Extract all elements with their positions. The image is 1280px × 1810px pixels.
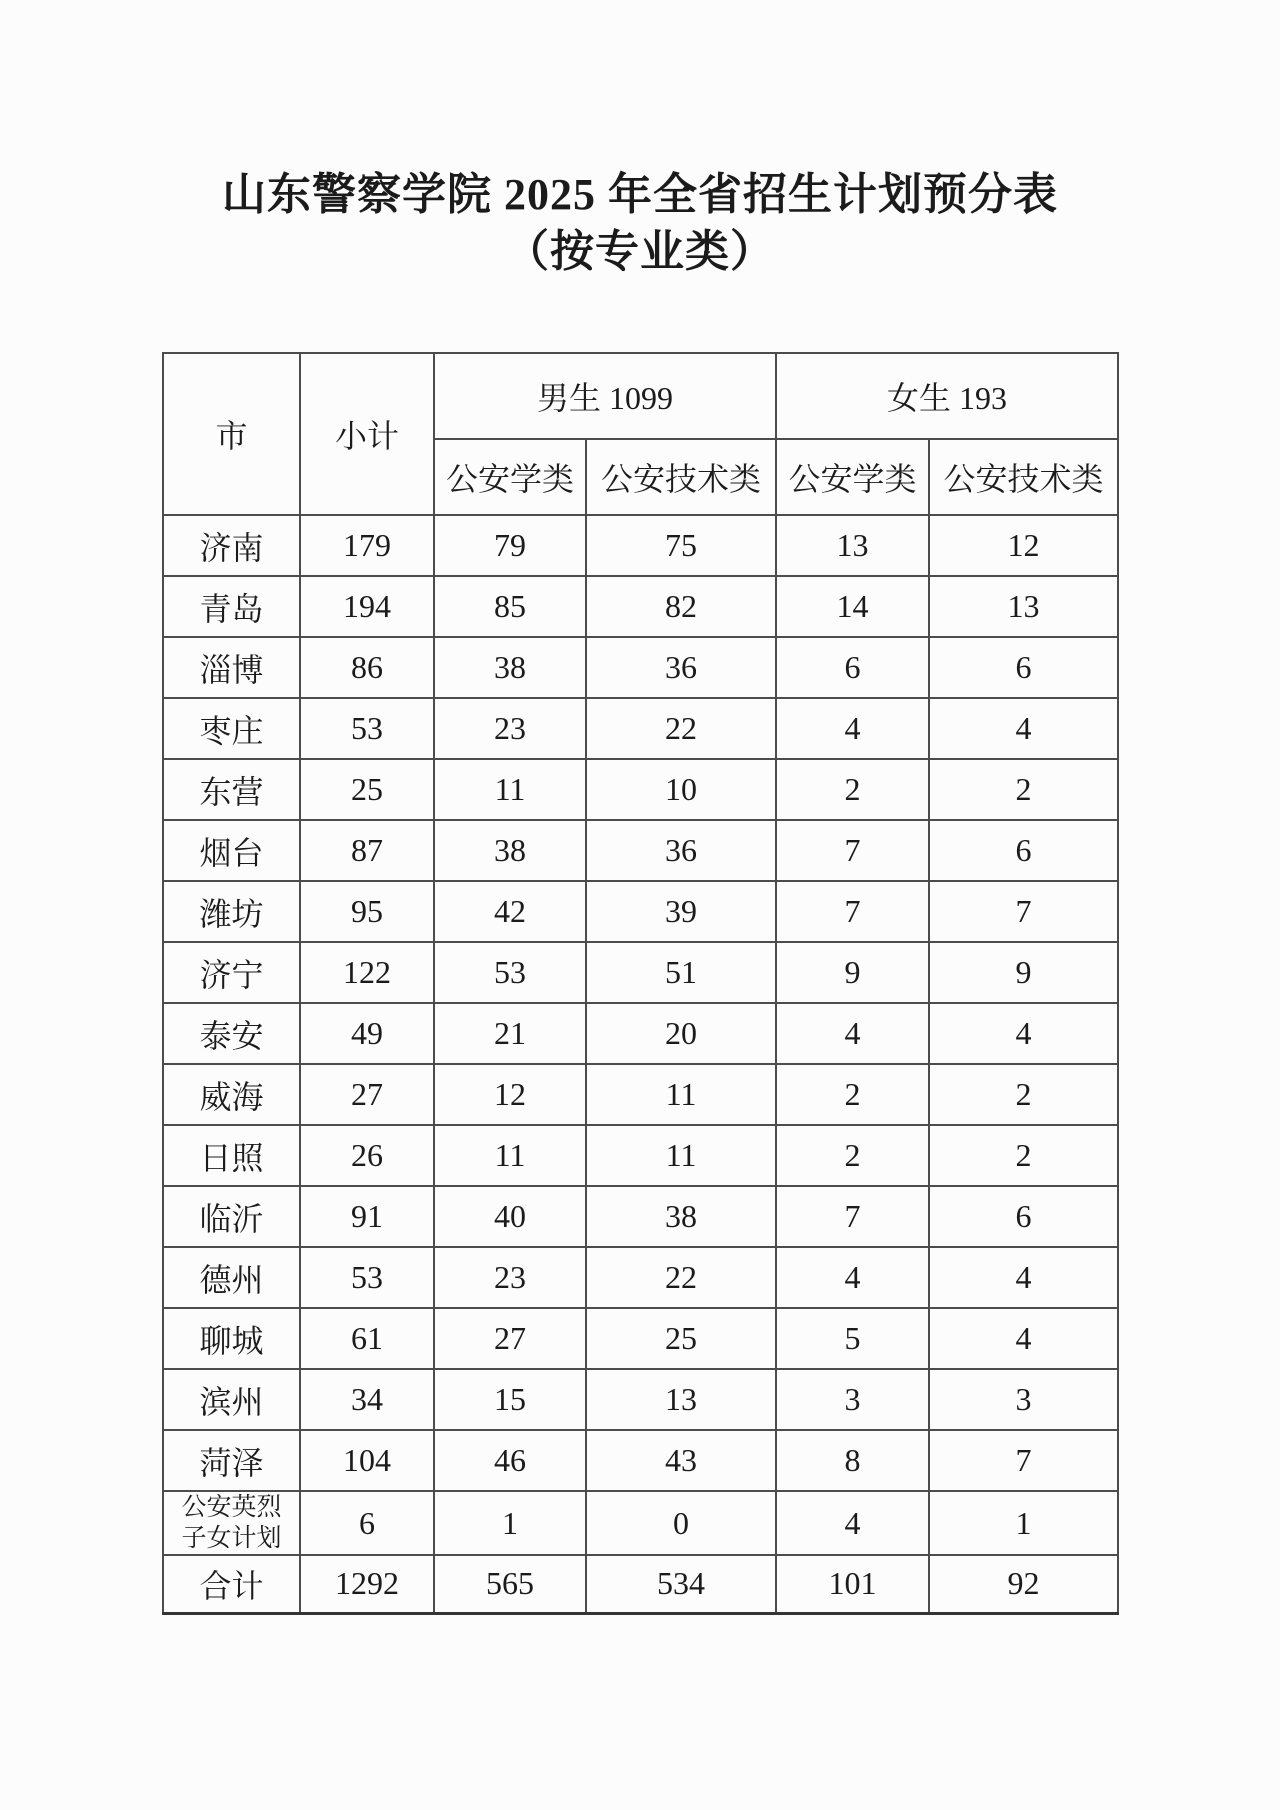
- value-cell: 25: [586, 1308, 776, 1369]
- value-cell: 4: [929, 1247, 1118, 1308]
- total-cell: 92: [929, 1555, 1118, 1613]
- value-cell: 53: [300, 1247, 434, 1308]
- subheader-male-policing: 公安学类: [434, 439, 586, 515]
- value-cell: 122: [300, 942, 434, 1003]
- header-city: 市: [163, 353, 300, 515]
- total-cell: 101: [776, 1555, 929, 1613]
- martyr-plan-label: 公安英烈子女计划: [181, 1494, 282, 1552]
- table-row: [163, 1186, 1118, 1247]
- value-cell: 61: [300, 1308, 434, 1369]
- subheader-male-tech: 公安技术类: [586, 439, 776, 515]
- city-cell: 济南: [163, 515, 300, 576]
- city-cell: 枣庄: [163, 698, 300, 759]
- value-cell: 36: [586, 637, 776, 698]
- value-cell: 11: [434, 1125, 586, 1186]
- table-row: [163, 1308, 1118, 1369]
- value-cell: 15: [434, 1369, 586, 1430]
- value-cell: 12: [434, 1064, 586, 1125]
- value-cell: 2: [776, 1064, 929, 1125]
- value-cell: 53: [300, 698, 434, 759]
- value-cell: 4: [776, 1247, 929, 1308]
- value-cell: 6: [300, 1491, 434, 1555]
- value-cell: 6: [929, 1186, 1118, 1247]
- value-cell: 39: [586, 881, 776, 942]
- value-cell: 87: [300, 820, 434, 881]
- value-cell: 11: [586, 1064, 776, 1125]
- page-title: [0, 166, 1280, 280]
- value-cell: 85: [434, 576, 586, 637]
- city-cell: 淄博: [163, 637, 300, 698]
- value-cell: 179: [300, 515, 434, 576]
- total-row: [163, 1555, 1118, 1613]
- value-cell: 4: [776, 1491, 929, 1555]
- value-cell: 13: [586, 1369, 776, 1430]
- value-cell: 49: [300, 1003, 434, 1064]
- value-cell: 7: [776, 1186, 929, 1247]
- value-cell: 4: [929, 1308, 1118, 1369]
- value-cell: 3: [776, 1369, 929, 1430]
- value-cell: 7: [929, 1430, 1118, 1491]
- value-cell: 9: [776, 942, 929, 1003]
- header-group-male: 男生 1099: [434, 353, 776, 439]
- total-cell: 565: [434, 1555, 586, 1613]
- title-line-2: （按专业类）: [505, 227, 775, 276]
- table-row: [163, 637, 1118, 698]
- value-cell: 82: [586, 576, 776, 637]
- city-cell: 济宁: [163, 942, 300, 1003]
- value-cell: 2: [776, 759, 929, 820]
- value-cell: 14: [776, 576, 929, 637]
- total-cell: 1292: [300, 1555, 434, 1613]
- value-cell: 22: [586, 1247, 776, 1308]
- value-cell: 2: [776, 1125, 929, 1186]
- value-cell: 12: [929, 515, 1118, 576]
- city-cell: 日照: [163, 1125, 300, 1186]
- city-cell: 东营: [163, 759, 300, 820]
- value-cell: 75: [586, 515, 776, 576]
- value-cell: 27: [434, 1308, 586, 1369]
- total-cell: 534: [586, 1555, 776, 1613]
- city-cell: 临沂: [163, 1186, 300, 1247]
- total-label: 合计: [163, 1555, 300, 1613]
- value-cell: 3: [929, 1369, 1118, 1430]
- value-cell: 95: [300, 881, 434, 942]
- value-cell: 42: [434, 881, 586, 942]
- value-cell: 4: [776, 1003, 929, 1064]
- value-cell: 9: [929, 942, 1118, 1003]
- value-cell: 8: [776, 1430, 929, 1491]
- city-cell: 潍坊: [163, 881, 300, 942]
- city-cell: 青岛: [163, 576, 300, 637]
- value-cell: 43: [586, 1430, 776, 1491]
- city-cell: 聊城: [163, 1308, 300, 1369]
- value-cell: 104: [300, 1430, 434, 1491]
- value-cell: 23: [434, 1247, 586, 1308]
- table-row: [163, 1064, 1118, 1125]
- table-row: [163, 1430, 1118, 1491]
- title-line-1: 山东警察学院 2025 年全省招生计划预分表: [222, 170, 1058, 219]
- table-row: [163, 1247, 1118, 1308]
- header-subtotal: 小计: [300, 353, 434, 515]
- value-cell: 91: [300, 1186, 434, 1247]
- value-cell: 53: [434, 942, 586, 1003]
- value-cell: 2: [929, 759, 1118, 820]
- city-cell: [163, 1491, 300, 1555]
- table-row: [163, 698, 1118, 759]
- city-cell: 德州: [163, 1247, 300, 1308]
- value-cell: 40: [434, 1186, 586, 1247]
- city-cell: 菏泽: [163, 1430, 300, 1491]
- value-cell: 27: [300, 1064, 434, 1125]
- table-row: [163, 1369, 1118, 1430]
- value-cell: 51: [586, 942, 776, 1003]
- value-cell: 25: [300, 759, 434, 820]
- value-cell: 6: [929, 820, 1118, 881]
- city-cell: 泰安: [163, 1003, 300, 1064]
- header-row-groups: [163, 353, 1118, 439]
- table-row: [163, 1125, 1118, 1186]
- value-cell: 11: [586, 1125, 776, 1186]
- table-row: [163, 881, 1118, 942]
- city-cell: 威海: [163, 1064, 300, 1125]
- table-row: [163, 942, 1118, 1003]
- value-cell: 38: [434, 637, 586, 698]
- enrollment-plan-table: [162, 352, 1119, 1615]
- value-cell: 194: [300, 576, 434, 637]
- value-cell: 5: [776, 1308, 929, 1369]
- table-row: [163, 515, 1118, 576]
- value-cell: 7: [776, 881, 929, 942]
- table-row: [163, 759, 1118, 820]
- value-cell: 26: [300, 1125, 434, 1186]
- value-cell: 38: [586, 1186, 776, 1247]
- table-row: [163, 820, 1118, 881]
- value-cell: 13: [929, 576, 1118, 637]
- value-cell: 4: [929, 698, 1118, 759]
- subheader-female-policing: 公安学类: [776, 439, 929, 515]
- value-cell: 34: [300, 1369, 434, 1430]
- value-cell: 7: [929, 881, 1118, 942]
- value-cell: 23: [434, 698, 586, 759]
- value-cell: 1: [434, 1491, 586, 1555]
- table-row: [163, 576, 1118, 637]
- value-cell: 0: [586, 1491, 776, 1555]
- value-cell: 10: [586, 759, 776, 820]
- value-cell: 11: [434, 759, 586, 820]
- value-cell: 86: [300, 637, 434, 698]
- value-cell: 2: [929, 1125, 1118, 1186]
- value-cell: 7: [776, 820, 929, 881]
- value-cell: 20: [586, 1003, 776, 1064]
- subheader-female-tech: 公安技术类: [929, 439, 1118, 515]
- value-cell: 1: [929, 1491, 1118, 1555]
- value-cell: 36: [586, 820, 776, 881]
- value-cell: 79: [434, 515, 586, 576]
- value-cell: 38: [434, 820, 586, 881]
- value-cell: 6: [776, 637, 929, 698]
- value-cell: 13: [776, 515, 929, 576]
- value-cell: 6: [929, 637, 1118, 698]
- value-cell: 4: [929, 1003, 1118, 1064]
- value-cell: 4: [776, 698, 929, 759]
- value-cell: 2: [929, 1064, 1118, 1125]
- table-row: [163, 1003, 1118, 1064]
- value-cell: 46: [434, 1430, 586, 1491]
- value-cell: 22: [586, 698, 776, 759]
- table-row-martyr-children-plan: [163, 1491, 1118, 1555]
- value-cell: 21: [434, 1003, 586, 1064]
- city-cell: 滨州: [163, 1369, 300, 1430]
- city-cell: 烟台: [163, 820, 300, 881]
- header-group-female: 女生 193: [776, 353, 1118, 439]
